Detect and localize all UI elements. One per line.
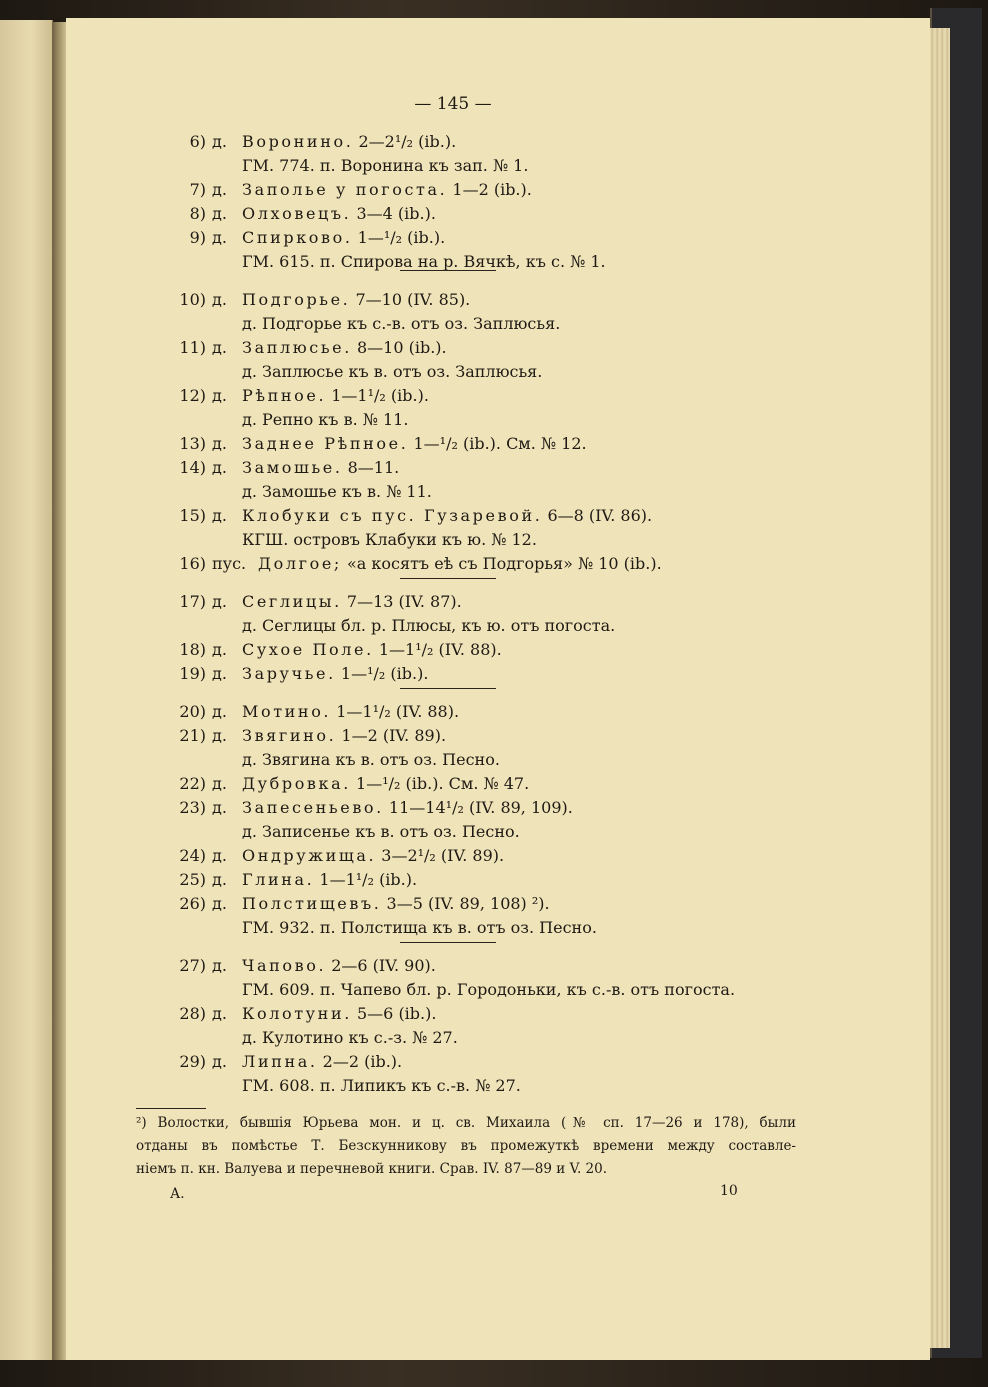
entry-details: 7—13 (IV. 87). — [341, 592, 462, 611]
entry-text — [242, 1050, 402, 1074]
section-separator — [400, 688, 496, 689]
entry-type: д. — [212, 798, 227, 817]
entry-number: 21) — [179, 726, 206, 745]
entry-row — [66, 456, 930, 480]
entry-row — [66, 772, 930, 796]
entry-text — [242, 724, 446, 748]
entry-reference: ГМ. 615. п. Спирова на р. Вячкѣ, къ с. № 1. — [242, 252, 606, 271]
entry-type: д. — [212, 640, 227, 659]
entry-number: 7) — [189, 180, 206, 199]
entry-details: 3—4 (ib.). — [351, 204, 436, 223]
page-number: — 145 — — [414, 94, 492, 114]
entry-details: 1—1¹/₂ (IV. 88). — [331, 702, 460, 721]
entry-details: 2—2 (ib.). — [317, 1052, 403, 1071]
entry-row — [66, 796, 930, 820]
entry-text — [242, 202, 436, 226]
entry-type: д. — [212, 386, 227, 405]
entry-text — [242, 954, 436, 978]
entry-details: 1—¹/₂ (ib.). См. № 47. — [350, 774, 530, 793]
entry-type: д. — [212, 506, 227, 525]
entry-text — [242, 130, 456, 154]
entry-text — [242, 892, 550, 916]
entry-type: д. — [212, 702, 227, 721]
entry-text — [242, 384, 429, 408]
entry-row — [66, 178, 930, 202]
entry-number: 22) — [179, 774, 206, 793]
entry-details: 1—¹/₂ (ib.). — [352, 228, 446, 247]
entry-reference: ГМ. 609. п. Чапево бл. р. Городоньки, къ с.-в. отъ погоста. — [242, 980, 736, 999]
entry-type: д. — [212, 458, 227, 477]
entry-number: 9) — [189, 228, 206, 247]
entry-type: д. — [212, 290, 227, 309]
entry-details: 1—1¹/₂ (IV. 88). — [373, 640, 502, 659]
entry-number: 6) — [189, 132, 206, 151]
entry-text — [242, 504, 652, 528]
entry-reference: д. Замошье къ в. № 11. — [242, 482, 432, 501]
entry-number: 10) — [179, 290, 206, 309]
entry-details: 1—1¹/₂ (ib.). — [314, 870, 418, 889]
footnote-rule — [136, 1108, 206, 1109]
entry-name: Рѣпное. — [242, 386, 327, 405]
entry-number: 26) — [179, 894, 206, 913]
entry-details: 1—1¹/₂ (ib.). — [326, 386, 429, 405]
entry-text — [242, 772, 529, 796]
entry-row — [66, 590, 930, 614]
entry-type: д. — [212, 1004, 227, 1023]
entry-text — [242, 1002, 436, 1026]
entry-text — [242, 700, 459, 724]
entry-details: 8—10 (ib.). — [351, 338, 447, 357]
entry-name: Сухое Поле. — [242, 640, 374, 659]
entry-type: д. — [212, 774, 227, 793]
entry-type: пус. — [212, 554, 247, 573]
entry-row — [66, 226, 930, 250]
entry-details: 11—14¹/₂ (IV. 89, 109). — [383, 798, 573, 817]
entry-text — [258, 552, 662, 576]
entry-reference: д. Репно къ в. № 11. — [242, 410, 409, 429]
entry-number: 15) — [179, 506, 206, 525]
entry-name: Заднее Рѣпное. — [242, 434, 409, 453]
entry-number: 11) — [179, 338, 206, 357]
entry-number: 14) — [179, 458, 206, 477]
entry-text — [242, 226, 445, 250]
entry-details: 1—¹/₂ (ib.). См. № 12. — [408, 434, 587, 453]
entry-name: Сеглицы. — [242, 592, 342, 611]
entry-type: д. — [212, 956, 227, 975]
left-page-edge — [0, 20, 53, 1360]
entry-name: Заполье у погоста. — [242, 180, 448, 199]
entry-number: 27) — [179, 956, 206, 975]
entry-row — [66, 432, 930, 456]
entry-type: д. — [212, 664, 227, 683]
section-separator — [400, 578, 496, 579]
entry-reference: д. Подгорье къ с.-в. отъ оз. Заплюсья. — [242, 314, 561, 333]
entry-row — [66, 1002, 930, 1026]
entry-number: 29) — [179, 1052, 206, 1071]
entry-text — [242, 288, 470, 312]
entry-name: Полстищевъ. — [242, 894, 382, 913]
entry-number: 18) — [179, 640, 206, 659]
entry-type: д. — [212, 434, 227, 453]
entry-name: Клобуки съ пус. Гузаревой. — [242, 506, 543, 525]
entry-number: 28) — [179, 1004, 206, 1023]
entry-name: Спирково. — [242, 228, 353, 247]
entry-row — [66, 552, 930, 576]
entry-number: 17) — [179, 592, 206, 611]
entry-row — [66, 954, 930, 978]
entry-text — [242, 796, 573, 820]
signature-number: 10 — [720, 1183, 738, 1199]
entry-details: 3—2¹/₂ (IV. 89). — [376, 846, 505, 865]
entry-row — [66, 892, 930, 916]
entry-number: 8) — [189, 204, 206, 223]
entry-type: д. — [212, 132, 227, 151]
entry-number: 16) — [179, 554, 206, 573]
entry-row — [66, 662, 930, 686]
entry-text — [242, 638, 502, 662]
entry-row — [66, 638, 930, 662]
entry-text — [242, 178, 532, 202]
entry-row — [66, 724, 930, 748]
entry-row — [66, 1050, 930, 1074]
entry-name: Подгорье. — [242, 290, 351, 309]
entry-name: Липна. — [242, 1052, 318, 1071]
entry-row — [66, 844, 930, 868]
entry-name: Глина. — [242, 870, 315, 889]
entry-name: Дубровка. — [242, 774, 351, 793]
entry-details: 2—6 (IV. 90). — [326, 956, 436, 975]
entry-row — [66, 384, 930, 408]
entry-text — [242, 868, 417, 892]
entry-type: д. — [212, 180, 227, 199]
entry-name: Мотино. — [242, 702, 332, 721]
entry-type: д. — [212, 228, 227, 247]
entry-name: Звягино. — [242, 726, 337, 745]
entry-row — [66, 868, 930, 892]
entry-text — [242, 432, 587, 456]
entry-details: 3—5 (IV. 89, 108) ²). — [381, 894, 550, 913]
footnote-line-3: ніемъ п. кн. Валуева и перечневой книги. Срав. IV. 87—89 и V. 20. — [136, 1161, 608, 1177]
entry-type: д. — [212, 870, 227, 889]
entry-text — [242, 844, 504, 868]
footnote — [136, 1112, 796, 1181]
entry-number: 25) — [179, 870, 206, 889]
entry-name: Замошье. — [242, 458, 343, 477]
entry-details: 5—6 (ib.). — [351, 1004, 437, 1023]
entry-reference: КГШ. островъ Клабуки къ ю. № 12. — [242, 530, 537, 549]
entry-row — [66, 288, 930, 312]
entry-details: 6—8 (IV. 86). — [542, 506, 653, 525]
entry-number: 19) — [179, 664, 206, 683]
entry-details: 7—10 (IV. 85). — [350, 290, 471, 309]
entry-reference: д. Кулотино къ с.-з. № 27. — [242, 1028, 458, 1047]
entry-number: 13) — [179, 434, 206, 453]
book-page — [66, 18, 930, 1360]
footnote-line-1: ²) Волостки, бывшія Юрьева мон. и ц. св. Михаила (№ сп. 17—26 и 178), были — [136, 1115, 796, 1131]
entry-name: Запесеньево. — [242, 798, 384, 817]
entry-name: Воронино. — [242, 132, 354, 151]
entry-text — [242, 590, 462, 614]
entry-type: д. — [212, 204, 227, 223]
section-separator — [400, 942, 496, 943]
entry-text — [242, 456, 399, 480]
entry-reference: ГМ. 932. п. Полстища къ в. отъ оз. Песно. — [242, 918, 597, 937]
entry-row — [66, 336, 930, 360]
entry-name: Заплюсье. — [242, 338, 352, 357]
entry-reference: д. Заплюсье къ в. отъ оз. Заплюсья. — [242, 362, 543, 381]
entry-type: д. — [212, 338, 227, 357]
entry-text — [242, 336, 447, 360]
entry-details: «а косятъ eѣ съ Подгорья» № 10 (ib.). — [341, 554, 662, 573]
entry-reference: д. Сеглицы бл. р. Плюсы, къ ю. отъ погоста. — [242, 616, 616, 635]
entry-number: 24) — [179, 846, 206, 865]
entry-details: 2—2¹/₂ (ib.). — [353, 132, 457, 151]
entry-details: 8—11. — [342, 458, 400, 477]
entry-name: Колотуни. — [242, 1004, 352, 1023]
section-separator — [400, 270, 496, 271]
entry-reference: д. Записенье къ в. отъ оз. Песно. — [242, 822, 520, 841]
entry-name: Заручье. — [242, 664, 336, 683]
entry-type: д. — [212, 1052, 227, 1071]
entry-row — [66, 202, 930, 226]
entry-type: д. — [212, 846, 227, 865]
entry-details: 1—2 (IV. 89). — [336, 726, 447, 745]
entry-type: д. — [212, 726, 227, 745]
entry-details: 1—2 (ib.). — [447, 180, 532, 199]
entry-name: Долгое; — [258, 554, 342, 573]
entry-name: Чапово. — [242, 956, 327, 975]
entry-type: д. — [212, 894, 227, 913]
entry-reference: д. Звягина къ в. отъ оз. Песно. — [242, 750, 500, 769]
entry-number: 23) — [179, 798, 206, 817]
footnote-line-2: отданы въ помѣстье Т. Безскунникову въ промежуткѣ времени между составле- — [136, 1138, 796, 1154]
entry-name: Ондружища. — [242, 846, 377, 865]
entry-details: 1—¹/₂ (ib.). — [335, 664, 429, 683]
entry-reference: ГМ. 774. п. Воронина къ зап. № 1. — [242, 156, 529, 175]
signature-letter: А. — [170, 1186, 185, 1202]
entry-row — [66, 130, 930, 154]
entry-type: д. — [212, 592, 227, 611]
entry-number: 12) — [179, 386, 206, 405]
entry-name: Олховецъ. — [242, 204, 352, 223]
entry-row — [66, 504, 930, 528]
entry-reference: ГМ. 608. п. Липикъ къ с.-в. № 27. — [242, 1076, 521, 1095]
entry-text — [242, 662, 428, 686]
entry-row — [66, 700, 930, 724]
entry-number: 20) — [179, 702, 206, 721]
